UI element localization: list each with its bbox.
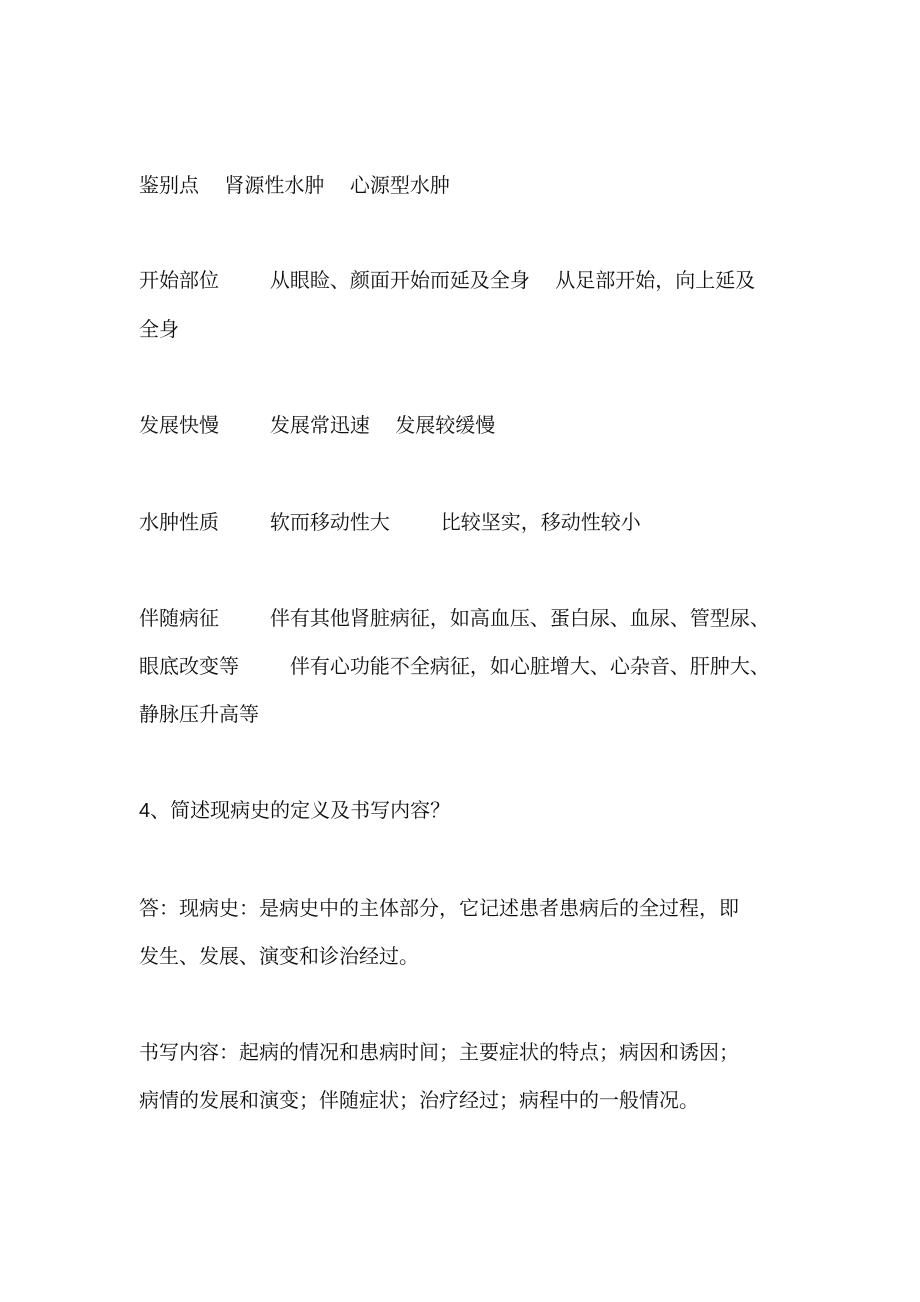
associated-signs-row-line-2: 眼底改变等 伴有心功能不全病征，如心脏增大、心杂音、肝肿大、 (139, 654, 770, 678)
associated-signs-row-line-3: 静脉压升高等 (139, 702, 259, 726)
associated-signs-row: 伴随病征 伴有其他肾脏病征，如高血压、蛋白尿、血尿、管型尿、 (139, 606, 770, 630)
onset-site-row-continued: 全身 (139, 317, 179, 341)
answer-paragraph-line-2: 发生、发展、演变和诊治经过。 (139, 944, 419, 968)
table-header-row: 鉴别点 肾源性水肿 心源型水肿 (139, 173, 450, 197)
onset-site-row: 开始部位 从眼睑、颜面开始而延及全身 从足部开始，向上延及 (139, 268, 756, 292)
progression-row: 发展快慢 发展常迅速 发展较缓慢 (139, 413, 496, 437)
question-4-heading: 4、简述现病史的定义及书写内容？ (139, 800, 451, 822)
answer-paragraph-line-1: 答：现病史：是病史中的主体部分，它记述患者患病后的全过程，即 (139, 896, 739, 920)
writing-content-line-2: 病情的发展和演变；伴随症状；治疗经过；病程中的一般情况。 (139, 1088, 699, 1112)
writing-content-line-1: 书写内容：起病的情况和患病时间；主要症状的特点；病因和诱因； (139, 1040, 739, 1064)
edema-nature-row: 水肿性质 软而移动性大 比较坚实，移动性较小 (139, 510, 641, 534)
